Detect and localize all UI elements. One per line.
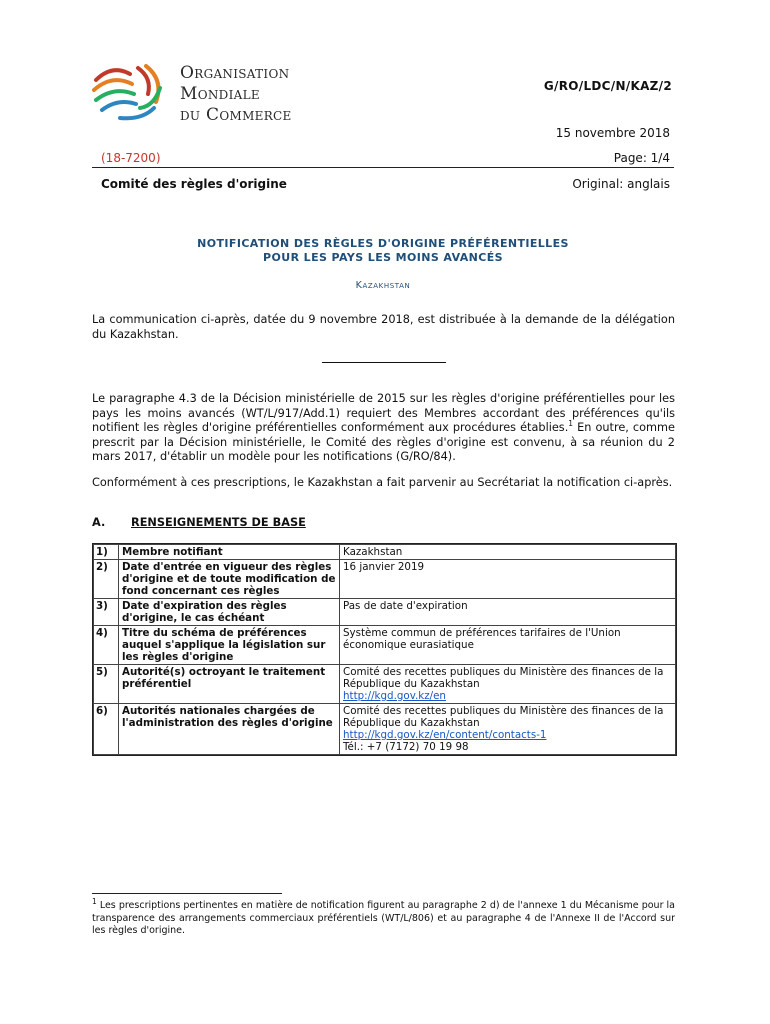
country-name: Kazakhstan: [355, 280, 411, 291]
row-number: 2): [94, 560, 119, 599]
org-line-3: du Commerce: [180, 105, 292, 125]
row-label: Titre du schéma de préférences auquel s'applique la législation sur les règles d'origine: [119, 626, 340, 665]
separator-line: [322, 362, 446, 363]
committee-name: Comité des règles d'origine: [101, 177, 287, 191]
org-line-1: Organisation: [180, 63, 290, 83]
row-link[interactable]: http://kgd.gov.kz/en/content/contacts-1: [343, 729, 547, 741]
row-value-text: Comité des recettes publiques du Ministère des finances de la République du Kazakhstan: [343, 705, 664, 729]
organisation-name: [180, 63, 292, 126]
document-reference: (18-7200): [101, 151, 161, 165]
title-line-2: POUR LES PAYS LES MOINS AVANCÉS: [263, 251, 503, 264]
row-value-text: Kazakhstan: [343, 546, 403, 558]
table-row: [94, 545, 676, 560]
decision-text-tail: En outre, comme prescrit par la Décision ministérielle, le Comité des règles d'origine est convenu, à sa réunion du 2 mars 2017, d'établir un modèle pour les notifications (G/RO/84).: [92, 421, 676, 463]
decision-paragraph: [92, 392, 675, 465]
row-label: Date d'expiration des règles d'origine, le cas échéant: [119, 599, 340, 626]
row-number: 5): [94, 665, 119, 704]
row-value: [340, 545, 676, 560]
document-symbol: G/RO/LDC/N/KAZ/2: [543, 79, 672, 93]
row-label: Autorité(s) octroyant le traitement préférentiel: [119, 665, 340, 704]
document-title: [92, 237, 674, 265]
row-value: [340, 665, 676, 704]
decision-text: Le paragraphe 4.3 de la Décision ministérielle de 2015 sur les règles d'origine préférentielles pour les pays les moins avancés (WT/L/917/Add.1) requiert des Membres accordant des préférences qu'ils notifient les règles d'origine préférentielles conformément aux procédures établies.: [92, 392, 675, 434]
row-value: [340, 626, 676, 665]
row-value: [340, 599, 676, 626]
row-label: Date d'entrée en vigueur des règles d'origine et de toute modification de fond concernant ces règles: [119, 560, 340, 599]
basic-info-table: [92, 543, 677, 756]
table-row: [94, 665, 676, 704]
footnote-divider: [92, 893, 282, 894]
intro-paragraph: La communication ci-après, datée du 9 novembre 2018, est distribuée à la demande de la délégation du Kazakhstan.: [92, 313, 675, 341]
row-value-text: Comité des recettes publiques du Ministère des finances de la République du Kazakhstan: [343, 666, 664, 690]
footnote: [92, 896, 675, 938]
row-phone: Tél.: +7 (7172) 70 19 98: [343, 741, 469, 753]
row-value-text: 16 janvier 2019: [343, 561, 425, 573]
row-number: 4): [94, 626, 119, 665]
original-language: Original: anglais: [572, 177, 670, 191]
wto-logo-icon: [90, 58, 170, 124]
footnote-mark: 1: [92, 896, 97, 906]
row-number: 3): [94, 599, 119, 626]
table-row: [94, 704, 676, 755]
table-row: [94, 626, 676, 665]
row-link[interactable]: http://kgd.gov.kz/en: [343, 690, 446, 702]
footnote-ref[interactable]: 1: [568, 419, 574, 429]
org-line-2: Mondiale: [180, 84, 260, 104]
row-value-text: Système commun de préférences tarifaires de l'Union économique eurasiatique: [343, 627, 621, 651]
title-line-1: NOTIFICATION DES RÈGLES D'ORIGINE PRÉFÉRENTIELLES: [197, 237, 569, 250]
row-value: [340, 704, 676, 755]
table-row: [94, 599, 676, 626]
page-number: Page: 1/4: [613, 151, 670, 165]
header-divider: [92, 167, 674, 168]
section-number: A.: [92, 516, 106, 529]
document-date: 15 novembre 2018: [555, 126, 670, 140]
row-number: 6): [94, 704, 119, 755]
row-value-text: Pas de date d'expiration: [343, 600, 468, 612]
compliance-paragraph: Conformément à ces prescriptions, le Kazakhstan a fait parvenir au Secrétariat la notification ci-après.: [92, 476, 673, 489]
row-label: Membre notifiant: [119, 545, 340, 560]
section-label: RENSEIGNEMENTS DE BASE: [131, 516, 306, 529]
row-number: 1): [94, 545, 119, 560]
footnote-text: Les prescriptions pertinentes en matière de notification figurent au paragraphe 2 d) de l'annexe 1 du Mécanisme pour la transparence des arrangements commerciaux préférentiels (WT/L/806) et au paragraphe 4 de l'Annexe II de l'Accord sur les règles d'origine.: [92, 900, 675, 936]
table-row: [94, 560, 676, 599]
row-value: [340, 560, 676, 599]
section-heading: [0, 516, 770, 532]
row-label: Autorités nationales chargées de l'administration des règles d'origine: [119, 704, 340, 755]
